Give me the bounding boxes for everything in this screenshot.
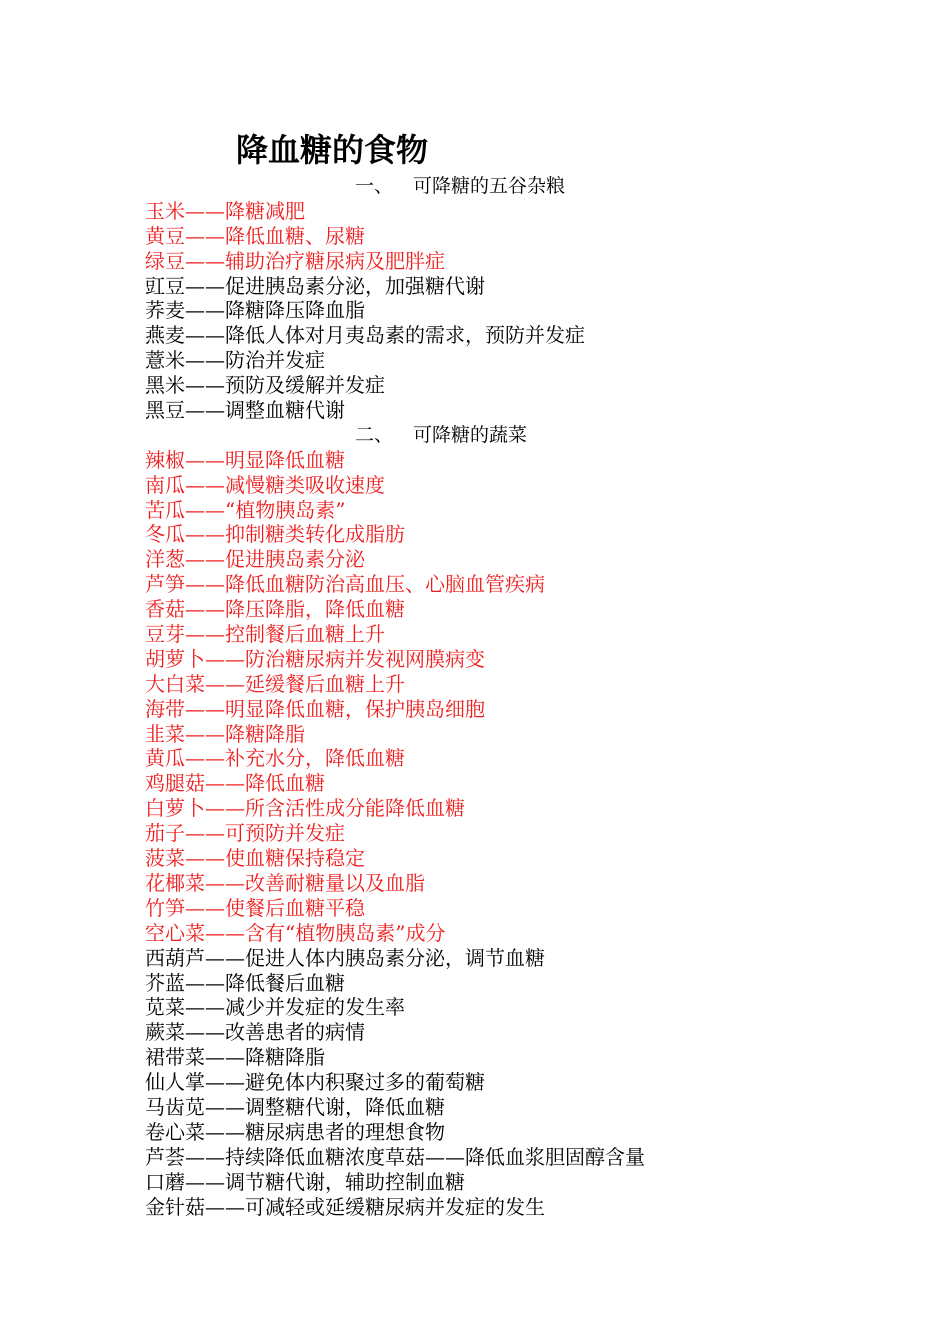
food-item: 玉米——降糖减肥 xyxy=(145,198,305,223)
food-item: 芦笋——降低血糖防治高血压、心脑血管疾病 xyxy=(145,572,545,597)
food-item: 海带——明显降低血糖，保护胰岛细胞 xyxy=(145,696,485,721)
food-item: 卷心菜——糖尿病患者的理想食物 xyxy=(145,1119,445,1144)
food-item: 茄子——可预防并发症 xyxy=(145,821,345,846)
food-item: 菠菜——使血糖保持稳定 xyxy=(145,846,365,871)
food-item: 黑米——预防及缓解并发症 xyxy=(145,373,385,398)
food-item: 香菇——降压降脂，降低血糖 xyxy=(145,597,405,622)
food-item: 竹笋——使餐后血糖平稳 xyxy=(145,895,365,920)
section-number: 一、 xyxy=(355,175,394,197)
food-item: 绿豆——辅助治疗糖尿病及肥胖症 xyxy=(145,248,445,273)
food-item: 芦荟——持续降低血糖浓度草菇——降低血浆胆固醇含量 xyxy=(145,1144,645,1169)
food-item: 韭菜——降糖降脂 xyxy=(145,721,305,746)
food-item: 南瓜——减慢糖类吸收速度 xyxy=(145,472,385,497)
section-heading xyxy=(145,423,925,448)
food-item: 豇豆——促进胰岛素分泌，加强糖代谢 xyxy=(145,273,485,298)
section-heading xyxy=(145,174,925,199)
food-item: 苋菜——减少并发症的发生率 xyxy=(145,995,405,1020)
food-item: 金针菇——可减轻或延缓糖尿病并发症的发生 xyxy=(145,1194,545,1219)
food-item: 豆芽——控制餐后血糖上升 xyxy=(145,622,385,647)
food-item: 芥蓝——降低餐后血糖 xyxy=(145,970,345,995)
food-item: 仙人掌——避免体内积聚过多的葡萄糖 xyxy=(145,1070,485,1095)
food-item: 白萝卜——所含活性成分能降低血糖 xyxy=(145,796,465,821)
food-item: 冬瓜——抑制糖类转化成脂肪 xyxy=(145,522,405,547)
food-item: 黄瓜——补充水分，降低血糖 xyxy=(145,746,405,771)
food-item: 蕨菜——改善患者的病情 xyxy=(145,1020,365,1045)
page-title: 降血糖的食物 xyxy=(236,131,429,169)
food-item: 裙带菜——降糖降脂 xyxy=(145,1045,325,1070)
food-item: 薏米——防治并发症 xyxy=(145,348,325,373)
food-item: 苦瓜——“植物胰岛素” xyxy=(145,497,346,522)
food-item: 黄豆——降低血糖、尿糖 xyxy=(145,223,365,248)
food-item: 马齿苋——调整糖代谢，降低血糖 xyxy=(145,1094,445,1119)
food-item: 西葫芦——促进人体内胰岛素分泌，调节血糖 xyxy=(145,945,545,970)
food-item: 燕麦——降低人体对月夷岛素的需求，预防并发症 xyxy=(145,323,585,348)
food-item: 大白菜——延缓餐后血糖上升 xyxy=(145,671,405,696)
section-title: 可降糖的蔬菜 xyxy=(413,423,528,446)
food-list xyxy=(145,174,925,1219)
food-item: 胡萝卜——防治糖尿病并发视网膜病变 xyxy=(145,646,485,671)
food-item: 空心菜——含有“植物胰岛素”成分 xyxy=(145,920,446,945)
food-item: 荞麦——降糖降压降血脂 xyxy=(145,298,365,323)
section-title: 可降糖的五谷杂粮 xyxy=(413,175,566,197)
food-item: 洋葱——促进胰岛素分泌 xyxy=(145,547,365,572)
section-number: 二、 xyxy=(355,423,394,446)
food-item: 鸡腿菇——降低血糖 xyxy=(145,771,325,796)
food-item: 辣椒——明显降低血糖 xyxy=(145,447,345,472)
food-item: 口蘑——调节糖代谢，辅助控制血糖 xyxy=(145,1169,465,1194)
food-item: 花椰菜——改善耐糖量以及血脂 xyxy=(145,870,425,895)
food-item: 黑豆——调整血糖代谢 xyxy=(145,398,345,423)
